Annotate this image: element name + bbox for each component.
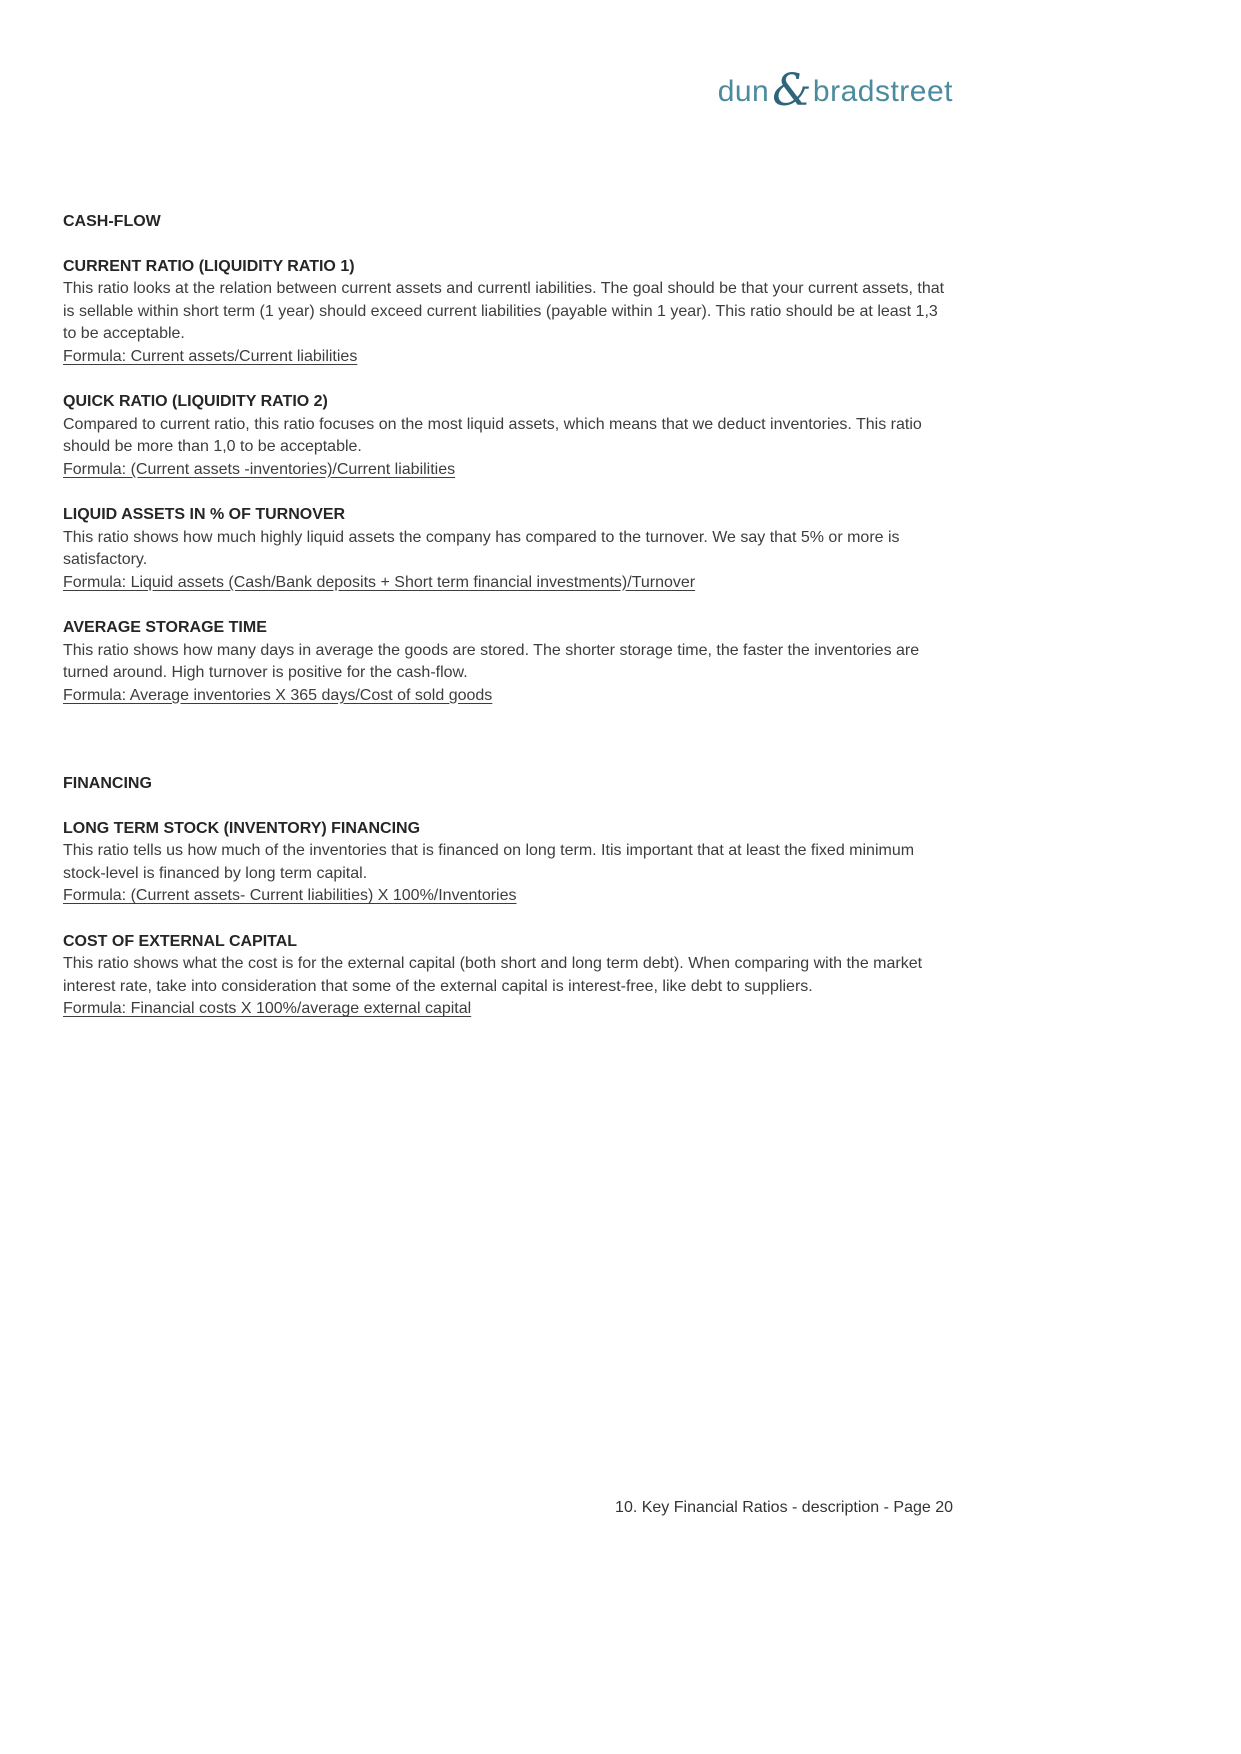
ratio-block-average-storage-time <box>63 617 953 707</box>
ratio-block-cost-of-external-capital <box>63 931 953 1021</box>
ratio-description-long-term-stock-financing: This ratio tells us how much of the inventories that is financed on long term. Itis important that at least the fixed minimum stock-level is financed by long term capital. <box>63 842 915 882</box>
ratio-title-long-term-stock-financing: LONG TERM STOCK (INVENTORY) FINANCING <box>63 819 421 837</box>
ratio-formula-current-ratio: Formula: Current assets/Current liabilities <box>63 347 358 365</box>
page-footer: 10. Key Financial Ratios - description - Page 20 <box>615 1499 953 1516</box>
ratio-block-quick-ratio <box>63 391 953 481</box>
logo-text-bradstreet: bradstreet <box>812 75 953 108</box>
section-heading-financing: FINANCING <box>63 775 152 792</box>
ratio-formula-quick-ratio: Formula: (Current assets -inventories)/Current liabilities <box>63 460 456 478</box>
section-financing <box>63 773 953 1021</box>
ratio-block-long-term-stock-financing <box>63 818 953 908</box>
ratio-formula-cost-of-external-capital: Formula: Financial costs X 100%/average external capital <box>63 1000 472 1017</box>
ratio-description-average-storage-time: This ratio shows how many days in average the goods are stored. The shorter storage time, the faster the inventories are turned around. High turnover is positive for the cash-flow. <box>63 641 920 681</box>
ratio-formula-liquid-assets: Formula: Liquid assets (Cash/Bank deposits + Short term financial investments)/Turnover <box>63 573 696 591</box>
page-content <box>63 0 953 1754</box>
ratio-formula-long-term-stock-financing: Formula: (Current assets- Current liabilities) X 100%/Inventories <box>63 887 517 904</box>
ratio-formula-average-storage-time: Formula: Average inventories X 365 days/Cost of sold goods <box>63 686 493 704</box>
ratio-description-liquid-assets: This ratio shows how much highly liquid assets the company has compared to the turnover. We say that 5% or more is satisfactory. <box>63 528 900 568</box>
ratio-title-average-storage-time: AVERAGE STORAGE TIME <box>63 619 267 636</box>
logo-text-dun: dun <box>717 75 770 108</box>
section-heading-cash-flow: CASH-FLOW <box>63 213 161 230</box>
ratio-title-quick-ratio: QUICK RATIO (LIQUIDITY RATIO 2) <box>63 393 328 410</box>
ratio-block-current-ratio <box>63 256 953 369</box>
ratio-description-quick-ratio: Compared to current ratio, this ratio focuses on the most liquid assets, which means that we deduct inventories. This ratio should be more than 1,0 to be acceptable. <box>63 415 922 455</box>
ratio-description-cost-of-external-capital: This ratio shows what the cost is for the external capital (both short and long term debt). When comparing with the market interest rate, take into consideration that some of the external capital is interest-free, like debt to suppliers. <box>63 955 923 995</box>
section-cash-flow <box>63 211 953 707</box>
dnb-logo <box>63 65 953 116</box>
ratio-title-liquid-assets: LIQUID ASSETS IN % OF TURNOVER <box>63 506 346 523</box>
ratio-title-current-ratio: CURRENT RATIO (LIQUIDITY RATIO 1) <box>63 257 355 275</box>
ratio-description-current-ratio: This ratio looks at the relation between current assets and currentl iabilities. The goal should be that your current assets, that is sellable within short term (1 year) should exceed current liabilities (payable within 1 year). This ratio should be at least 1,3 to be acceptable. <box>63 280 945 342</box>
ratio-title-cost-of-external-capital: COST OF EXTERNAL CAPITAL <box>63 932 298 950</box>
ratio-block-liquid-assets <box>63 504 953 594</box>
logo-ampersand-icon: & <box>772 65 812 116</box>
